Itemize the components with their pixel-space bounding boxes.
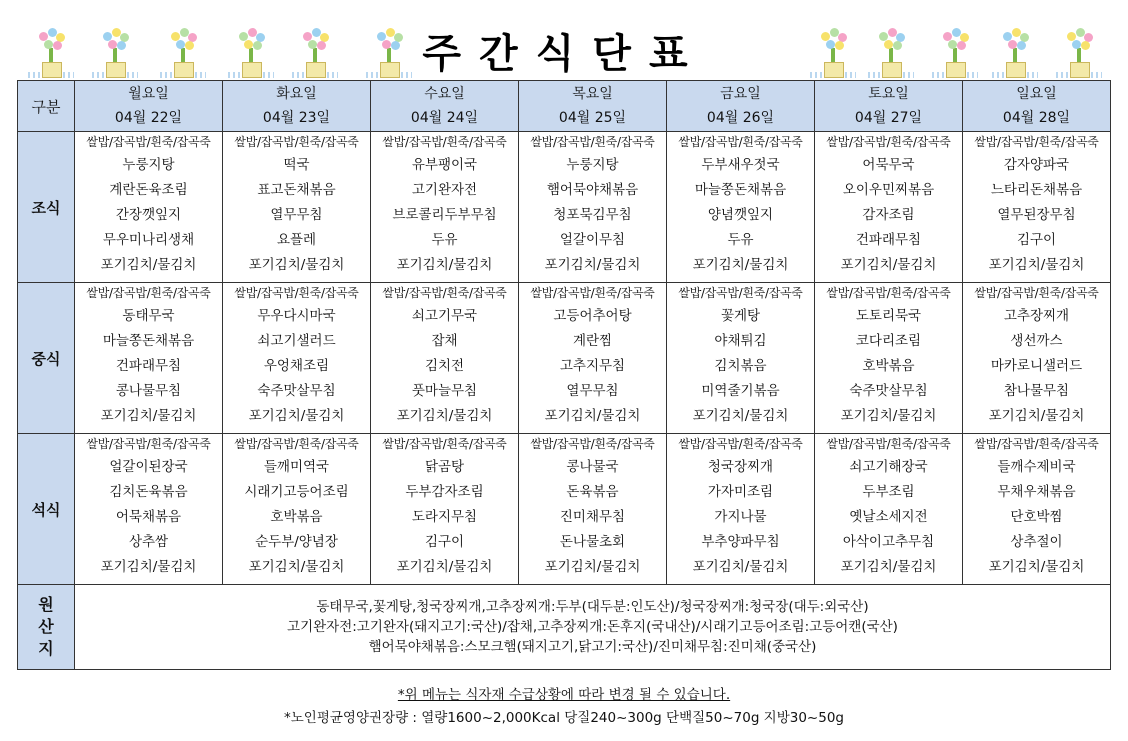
menu-item: 상추절이: [1010, 534, 1063, 550]
menu-item: 포기김치/물김치: [544, 257, 641, 273]
menu-item: 포기김치/물김치: [988, 408, 1085, 424]
menu-item: 풋마늘무침: [411, 383, 478, 399]
page-title: 주간식단표: [422, 31, 706, 77]
menu-item: 마늘쫑돈채볶음: [102, 333, 195, 349]
menu-cell: [371, 132, 519, 283]
menu-item: 쌀밥/잡곡밥/흰죽/잡곡죽: [678, 437, 803, 451]
menu-item: 오이우민찌볶음: [842, 182, 935, 198]
day-header: [667, 81, 815, 132]
menu-item: 호박볶음: [862, 358, 915, 374]
menu-cell: [815, 283, 963, 434]
menu-cell: [75, 132, 223, 283]
menu-item: 고추지무침: [559, 358, 626, 374]
day-date: 04월 24일: [410, 110, 479, 126]
menu-item: 옛날소세지전: [849, 509, 928, 525]
day-header: [75, 81, 223, 132]
menu-item: 쌀밥/잡곡밥/흰죽/잡곡죽: [234, 286, 359, 300]
menu-item: 쌀밥/잡곡밥/흰죽/잡곡죽: [86, 135, 211, 149]
menu-item: 상추쌈: [128, 534, 169, 550]
day-name: 일요일: [1016, 86, 1057, 102]
menu-item: 숙주맛살무침: [257, 383, 336, 399]
menu-item: 어묵채볶음: [115, 509, 182, 525]
menu-item: 고기완자전: [411, 182, 478, 198]
menu-cell: [815, 132, 963, 283]
day-date: 04월 22일: [114, 110, 183, 126]
menu-item: 김치볶음: [714, 358, 767, 374]
menu-item: 포기김치/물김치: [988, 257, 1085, 273]
menu-item: 포기김치/물김치: [840, 559, 937, 575]
menu-cell: [223, 434, 371, 585]
menu-item: 쌀밥/잡곡밥/흰죽/잡곡죽: [678, 135, 803, 149]
menu-item: 쌀밥/잡곡밥/흰죽/잡곡죽: [382, 437, 507, 451]
menu-cell: [223, 132, 371, 283]
menu-item: 양념깻잎지: [707, 207, 774, 223]
menu-item: 부추양파무침: [701, 534, 780, 550]
origin-label-char: 원: [38, 595, 54, 614]
menu-item: 쌀밥/잡곡밥/흰죽/잡곡죽: [86, 286, 211, 300]
menu-item: 호박볶음: [270, 509, 323, 525]
menu-item: 김치돈육볶음: [109, 484, 188, 500]
day-header: [815, 81, 963, 132]
menu-item: 우엉채조림: [263, 358, 330, 374]
meal-label: 석식: [18, 434, 75, 585]
menu-item: 도토리묵국: [855, 308, 922, 324]
day-header: [519, 81, 667, 132]
menu-item: 감자조림: [862, 207, 915, 223]
origin-line: 고기완자전:고기완자(돼지고기:국산)/잡채,고추장찌개:돈후지(국내산)/시래기고등어조림:고등어캔(국산): [287, 619, 898, 635]
day-date: 04월 26일: [706, 110, 775, 126]
origin-info: [75, 585, 1111, 670]
menu-item: 무우다시마국: [257, 308, 336, 324]
menu-item: 마늘쫑돈채볶음: [694, 182, 787, 198]
menu-item: 얼갈이된장국: [109, 459, 188, 475]
menu-item: 포기김치/물김치: [840, 257, 937, 273]
menu-item: 감자양파국: [1003, 157, 1070, 173]
menu-item: 어묵무국: [862, 157, 915, 173]
menu-item: 포기김치/물김치: [396, 559, 493, 575]
menu-item: 계란돈육조림: [109, 182, 188, 198]
day-date: 04월 28일: [1002, 110, 1071, 126]
menu-table: [17, 80, 1111, 670]
menu-item: 쌀밥/잡곡밥/흰죽/잡곡죽: [974, 135, 1099, 149]
menu-item: 쌀밥/잡곡밥/흰죽/잡곡죽: [974, 437, 1099, 451]
menu-item: 쇠고기해장국: [849, 459, 928, 475]
menu-item: 간장깻잎지: [115, 207, 182, 223]
menu-item: 표고돈채볶음: [257, 182, 336, 198]
menu-item: 포기김치/물김치: [248, 559, 345, 575]
nutrition-note: *노인평균영양권장량 : 열량1600~2,000Kcal 당질240~300g 단백질50~70g 지방30~50g: [284, 710, 844, 726]
menu-item: 김구이: [424, 534, 465, 550]
menu-item: 얼갈이무침: [559, 232, 626, 248]
menu-cell: [519, 283, 667, 434]
change-notice: *위 메뉴는 식자재 수급상황에 따라 변경 될 수 있습니다.: [397, 687, 731, 703]
menu-item: 돈육볶음: [566, 484, 619, 500]
menu-item: 쌀밥/잡곡밥/흰죽/잡곡죽: [826, 437, 951, 451]
day-date: 04월 27일: [854, 110, 923, 126]
menu-item: 무채우채볶음: [997, 484, 1076, 500]
menu-cell: [519, 434, 667, 585]
origin-row: [18, 585, 1111, 670]
menu-item: 돈나물초회: [559, 534, 626, 550]
menu-item: 쇠고기무국: [411, 308, 478, 324]
menu-item: 숙주맛살무침: [849, 383, 928, 399]
menu-item: 누룽지탕: [122, 157, 175, 173]
day-name: 금요일: [720, 86, 761, 102]
day-name: 토요일: [868, 86, 909, 102]
menu-item: 열무무침: [566, 383, 619, 399]
menu-item: 쇠고기샐러드: [257, 333, 336, 349]
menu-cell: [223, 283, 371, 434]
menu-item: 시래기고등어조림: [244, 484, 349, 500]
menu-item: 코다리조림: [855, 333, 922, 349]
menu-item: 열무무침: [270, 207, 323, 223]
origin-label-char: 산: [38, 617, 54, 636]
menu-item: 포기김치/물김치: [988, 559, 1085, 575]
menu-item: 가자미조림: [707, 484, 774, 500]
menu-cell: [667, 434, 815, 585]
menu-cell: [963, 132, 1111, 283]
menu-item: 포기김치/물김치: [692, 257, 789, 273]
menu-item: 고등어추어탕: [553, 308, 632, 324]
menu-cell: [519, 132, 667, 283]
menu-item: 진미채무침: [559, 509, 626, 525]
origin-label: [18, 585, 75, 670]
menu-item: 마카로니샐러드: [990, 358, 1083, 374]
menu-item: 느타리돈채볶음: [990, 182, 1083, 198]
menu-item: 야채튀김: [714, 333, 767, 349]
menu-item: 콩나물무침: [115, 383, 182, 399]
menu-item: 건파래무침: [115, 358, 182, 374]
header-row: [18, 81, 1111, 132]
menu-item: 포기김치/물김치: [840, 408, 937, 424]
menu-item: 건파래무침: [855, 232, 922, 248]
menu-item: 요플레: [276, 232, 317, 248]
menu-item: 햄어묵야채볶음: [546, 182, 639, 198]
menu-item: 쌀밥/잡곡밥/흰죽/잡곡죽: [382, 286, 507, 300]
menu-item: 가지나물: [714, 509, 767, 525]
menu-item: 쌀밥/잡곡밥/흰죽/잡곡죽: [234, 135, 359, 149]
menu-item: 참나물무침: [1003, 383, 1070, 399]
menu-item: 열무된장무침: [997, 207, 1076, 223]
menu-item: 고추장찌개: [1003, 308, 1070, 324]
menu-item: 생선까스: [1010, 333, 1063, 349]
menu-item: 김치전: [424, 358, 465, 374]
menu-item: 도라지무침: [411, 509, 478, 525]
menu-item: 무우미나리생채: [102, 232, 195, 248]
origin-line: 동태무국,꽃게탕,청국장찌개,고추장찌개:두부(대두분:인도산)/청국장찌개:청국장(대두:외국산): [316, 599, 869, 615]
menu-item: 쌀밥/잡곡밥/흰죽/잡곡죽: [678, 286, 803, 300]
menu-item: 유부팽이국: [411, 157, 478, 173]
menu-item: 포기김치/물김치: [396, 257, 493, 273]
menu-item: 계란찜: [572, 333, 613, 349]
menu-item: 쌀밥/잡곡밥/흰죽/잡곡죽: [826, 286, 951, 300]
meal-row: [18, 132, 1111, 283]
menu-cell: [963, 283, 1111, 434]
menu-item: 두부새우젓국: [701, 157, 780, 173]
menu-cell: [371, 283, 519, 434]
menu-item: 브로콜리두부무침: [392, 207, 497, 223]
menu-item: 포기김치/물김치: [100, 408, 197, 424]
menu-item: 청국장찌개: [707, 459, 774, 475]
menu-item: 쌀밥/잡곡밥/흰죽/잡곡죽: [234, 437, 359, 451]
menu-item: 포기김치/물김치: [692, 408, 789, 424]
menu-item: 꽃게탕: [720, 308, 761, 324]
menu-item: 쌀밥/잡곡밥/흰죽/잡곡죽: [530, 286, 655, 300]
menu-item: 포기김치/물김치: [544, 559, 641, 575]
menu-cell: [371, 434, 519, 585]
menu-item: 순두부/양념장: [255, 534, 338, 550]
menu-item: 닭곰탕: [424, 459, 465, 475]
menu-item: 두부감자조림: [405, 484, 484, 500]
day-header: [963, 81, 1111, 132]
day-date: 04월 23일: [262, 110, 331, 126]
menu-item: 두유: [727, 232, 754, 248]
menu-item: 단호박찜: [1010, 509, 1063, 525]
day-header: [371, 81, 519, 132]
menu-item: 쌀밥/잡곡밥/흰죽/잡곡죽: [86, 437, 211, 451]
day-name: 목요일: [572, 86, 613, 102]
menu-item: 쌀밥/잡곡밥/흰죽/잡곡죽: [382, 135, 507, 149]
origin-label-char: 지: [38, 639, 54, 658]
day-date: 04월 25일: [558, 110, 627, 126]
meal-row: [18, 434, 1111, 585]
menu-item: 포기김치/물김치: [396, 408, 493, 424]
menu-cell: [75, 283, 223, 434]
menu-item: 동태무국: [122, 308, 175, 324]
menu-item: 두부조림: [862, 484, 915, 500]
menu-item: 포기김치/물김치: [248, 408, 345, 424]
menu-item: 아삭이고추무침: [842, 534, 935, 550]
menu-item: 잡채: [431, 333, 458, 349]
menu-item: 쌀밥/잡곡밥/흰죽/잡곡죽: [974, 286, 1099, 300]
menu-item: 포기김치/물김치: [692, 559, 789, 575]
day-name: 월요일: [128, 86, 169, 102]
menu-cell: [667, 132, 815, 283]
menu-item: 포기김치/물김치: [248, 257, 345, 273]
menu-cell: [963, 434, 1111, 585]
menu-item: 청포묵김무침: [553, 207, 632, 223]
menu-item: 미역줄기볶음: [701, 383, 780, 399]
menu-item: 콩나물국: [566, 459, 619, 475]
menu-item: 포기김치/물김치: [100, 257, 197, 273]
menu-item: 쌀밥/잡곡밥/흰죽/잡곡죽: [826, 135, 951, 149]
menu-item: 쌀밥/잡곡밥/흰죽/잡곡죽: [530, 437, 655, 451]
menu-item: 들깨수제비국: [997, 459, 1076, 475]
meal-label: 중식: [18, 283, 75, 434]
menu-item: 김구이: [1016, 232, 1057, 248]
day-name: 화요일: [276, 86, 317, 102]
origin-line: 햄어묵야채볶음:스모크햄(돼지고기,닭고기:국산)/진미채무침:진미채(중국산): [368, 639, 817, 655]
day-header: [223, 81, 371, 132]
day-name: 수요일: [424, 86, 465, 102]
menu-cell: [75, 434, 223, 585]
menu-item: 두유: [431, 232, 458, 248]
menu-item: 포기김치/물김치: [544, 408, 641, 424]
meal-row: [18, 283, 1111, 434]
menu-item: 포기김치/물김치: [100, 559, 197, 575]
corner-label: 구분: [18, 81, 75, 132]
menu-item: 쌀밥/잡곡밥/흰죽/잡곡죽: [530, 135, 655, 149]
menu-item: 들깨미역국: [263, 459, 330, 475]
menu-item: 누룽지탕: [566, 157, 619, 173]
menu-item: 떡국: [283, 157, 310, 173]
menu-cell: [667, 283, 815, 434]
menu-cell: [815, 434, 963, 585]
meal-label: 조식: [18, 132, 75, 283]
